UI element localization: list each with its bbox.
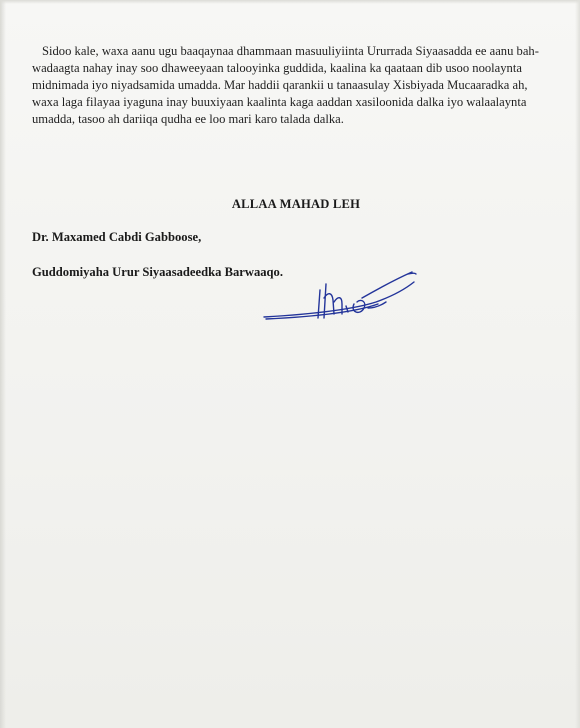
handwritten-signature xyxy=(258,268,418,328)
signatory-title: Guddomiyaha Urur Siyaasadeedka Barwaaqo. xyxy=(32,265,283,279)
scan-shadow-left xyxy=(0,0,6,728)
paragraph-line: midnimada iyo niyadsamida umadda. Mar haddii qarankii u tanaasulay Xisbiyada Mucaaradka ah, xyxy=(32,78,528,92)
paragraph-line: wadaagta nahay inay soo dhaweeyaan talooyinka guddida, kaalina ka qaataan dib usoo noolaynta xyxy=(32,61,522,75)
signatory-name: Dr. Maxamed Cabdi Gabboose, xyxy=(32,230,202,244)
paragraph-line: waxa laga filayaa iyaguna inay buuxiyaan kaalinta kaga aaddan xasiloonida dalka iyo walaalaynta xyxy=(32,95,527,109)
scan-shadow-top xyxy=(0,0,580,4)
closing-salutation: ALLAA MAHAD LEH xyxy=(231,197,361,211)
paragraph-line: Sidoo kale, waxa aanu ugu baaqaynaa dhammaan masuuliyiinta Ururrada Siyaasadda ee aanu bah- xyxy=(42,44,539,58)
paragraph-line: umadda, tasoo ah dariiqa qudha ee loo mari karo talada dalka. xyxy=(32,112,344,126)
scan-shadow-right xyxy=(575,0,580,728)
body-paragraph xyxy=(32,43,548,128)
